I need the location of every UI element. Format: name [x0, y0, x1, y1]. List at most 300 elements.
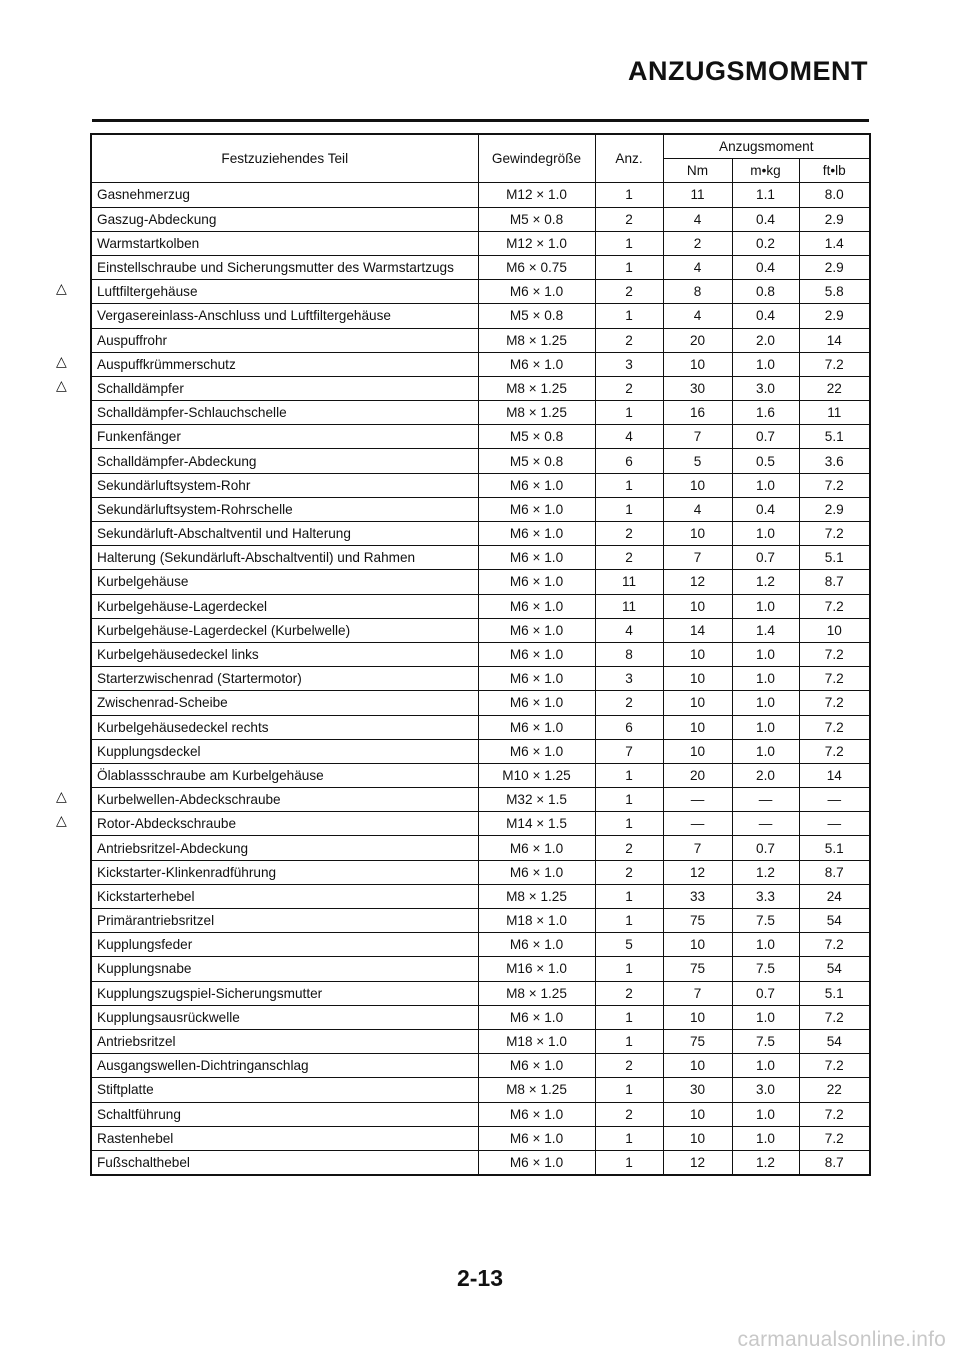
part-cell [91, 836, 478, 860]
part-name: Starterzwischenrad (Startermotor) [97, 671, 302, 687]
part-name: Auspuffrohr [97, 332, 168, 348]
torque-nm-cell: 5 [663, 449, 732, 473]
quantity-cell: 4 [595, 618, 663, 642]
part-cell [91, 618, 478, 642]
torque-mkg-cell: 2.0 [732, 328, 799, 352]
quantity-cell: 6 [595, 449, 663, 473]
torque-nm-cell: — [663, 812, 732, 836]
part-cell [56, 352, 478, 376]
quantity-cell: 2 [595, 376, 663, 400]
torque-ftlb-cell: 54 [799, 1029, 870, 1053]
quantity-cell: 2 [595, 328, 663, 352]
part-cell [91, 570, 478, 594]
part-name: Kupplungsfeder [97, 937, 193, 953]
table-row [91, 836, 870, 860]
quantity-cell: 2 [595, 522, 663, 546]
torque-mkg-cell: 1.1 [732, 183, 799, 207]
torque-nm-cell: 10 [663, 522, 732, 546]
torque-nm-cell: 10 [663, 642, 732, 666]
torque-ftlb-cell: 7.2 [799, 667, 870, 691]
quantity-cell: 1 [595, 812, 663, 836]
torque-mkg-cell: 1.2 [732, 570, 799, 594]
part-cell [91, 425, 478, 449]
quantity-cell: 8 [595, 642, 663, 666]
torque-mkg-cell: 3.0 [732, 376, 799, 400]
part-cell [56, 812, 478, 836]
part-cell [91, 522, 478, 546]
thread-size-cell: M6 × 1.0 [478, 739, 595, 763]
thread-size-cell: M6 × 1.0 [478, 546, 595, 570]
torque-ftlb-cell: 7.2 [799, 691, 870, 715]
torque-ftlb-cell: 7.2 [799, 473, 870, 497]
torque-mkg-cell: 3.0 [732, 1078, 799, 1102]
part-cell [91, 860, 478, 884]
torque-ftlb-cell: 24 [799, 884, 870, 908]
torque-mkg-cell: 3.3 [732, 884, 799, 908]
torque-nm-cell: 10 [663, 1126, 732, 1150]
watermark: carmanualsonline.info [737, 1328, 946, 1351]
part-cell [91, 183, 478, 207]
thread-size-cell: M6 × 1.0 [478, 836, 595, 860]
torque-mkg-cell: 1.0 [732, 594, 799, 618]
thread-size-cell: M6 × 1.0 [478, 618, 595, 642]
page-title: ANZUGSMOMENT [628, 56, 868, 86]
quantity-cell: 1 [595, 1029, 663, 1053]
torque-table-header [91, 134, 870, 183]
torque-nm-cell: 10 [663, 594, 732, 618]
part-cell [91, 1102, 478, 1126]
torque-nm-cell: 20 [663, 763, 732, 787]
table-row [91, 522, 870, 546]
torque-nm-cell: 20 [663, 328, 732, 352]
part-cell [91, 255, 478, 279]
torque-ftlb-cell: 14 [799, 763, 870, 787]
torque-mkg-cell: 0.4 [732, 497, 799, 521]
torque-ftlb-cell: 2.9 [799, 304, 870, 328]
part-cell [91, 715, 478, 739]
thread-size-cell: M6 × 1.0 [478, 473, 595, 497]
thread-size-cell: M10 × 1.25 [478, 763, 595, 787]
part-name: Funkenfänger [97, 429, 181, 445]
torque-ftlb-cell: 5.1 [799, 546, 870, 570]
torque-mkg-cell: 0.7 [732, 546, 799, 570]
part-name: Ausgangswellen-Dichtringanschlag [97, 1058, 309, 1074]
part-cell [91, 1005, 478, 1029]
torque-nm-cell: 30 [663, 1078, 732, 1102]
title-divider [92, 119, 869, 122]
part-cell [56, 788, 478, 812]
torque-nm-cell: 4 [663, 304, 732, 328]
thread-size-cell: M16 × 1.0 [478, 957, 595, 981]
torque-nm-cell: 10 [663, 667, 732, 691]
part-name: Ölablassschraube am Kurbelgehäuse [97, 767, 324, 783]
torque-nm-cell: 10 [663, 933, 732, 957]
part-cell [91, 304, 478, 328]
thread-size-cell: M6 × 1.0 [478, 1054, 595, 1078]
quantity-cell: 4 [595, 425, 663, 449]
thread-size-cell: M6 × 1.0 [478, 642, 595, 666]
torque-nm-cell: 7 [663, 425, 732, 449]
part-cell [91, 1078, 478, 1102]
part-cell [91, 763, 478, 787]
table-row [91, 812, 870, 836]
part-name: Antriebsritzel-Abdeckung [97, 840, 249, 856]
quantity-cell: 2 [595, 1054, 663, 1078]
part-cell [91, 957, 478, 981]
table-row [91, 425, 870, 449]
part-cell [56, 376, 478, 400]
torque-ftlb-cell: 2.9 [799, 207, 870, 231]
part-cell [91, 473, 478, 497]
part-name: Schalldämpfer-Schlauchschelle [97, 405, 287, 421]
thread-size-cell: M5 × 0.8 [478, 425, 595, 449]
quantity-cell: 2 [595, 691, 663, 715]
table-row [91, 884, 870, 908]
torque-nm-cell: 16 [663, 401, 732, 425]
part-cell [91, 739, 478, 763]
torque-ftlb-cell: 7.2 [799, 352, 870, 376]
part-name: Kupplungsnabe [97, 961, 192, 977]
part-name: Schalldämpfer [97, 380, 184, 396]
quantity-cell: 2 [595, 280, 663, 304]
part-name: Kickstarter-Klinkenradführung [97, 864, 277, 880]
torque-ftlb-cell: 7.2 [799, 594, 870, 618]
torque-mkg-cell: 1.0 [732, 522, 799, 546]
torque-nm-cell: 30 [663, 376, 732, 400]
column-header-nm: Nm [663, 159, 732, 183]
part-name: Kurbelwellen-Abdeckschraube [97, 792, 281, 808]
part-name: Sekundärluftsystem-Rohr [97, 477, 251, 493]
torque-nm-cell: 8 [663, 280, 732, 304]
quantity-cell: 1 [595, 788, 663, 812]
part-name: Sekundärluftsystem-Rohrschelle [97, 501, 293, 517]
torque-table-body [56, 183, 870, 1175]
warning-triangle-icon: △ [56, 788, 67, 805]
torque-ftlb-cell: 2.9 [799, 255, 870, 279]
torque-mkg-cell: 1.0 [732, 933, 799, 957]
torque-mkg-cell: 1.0 [732, 352, 799, 376]
torque-ftlb-cell: — [799, 812, 870, 836]
torque-ftlb-cell: 7.2 [799, 933, 870, 957]
quantity-cell: 1 [595, 183, 663, 207]
torque-ftlb-cell: 7.2 [799, 715, 870, 739]
quantity-cell: 3 [595, 667, 663, 691]
table-row [91, 1078, 870, 1102]
thread-size-cell: M6 × 1.0 [478, 860, 595, 884]
thread-size-cell: M6 × 1.0 [478, 1005, 595, 1029]
table-row [91, 1005, 870, 1029]
torque-mkg-cell: 0.4 [732, 255, 799, 279]
thread-size-cell: M6 × 1.0 [478, 594, 595, 618]
part-name: Kickstarterhebel [97, 888, 195, 904]
torque-mkg-cell: 1.2 [732, 1150, 799, 1175]
table-row [91, 715, 870, 739]
thread-size-cell: M8 × 1.25 [478, 376, 595, 400]
part-cell [91, 449, 478, 473]
quantity-cell: 11 [595, 594, 663, 618]
torque-nm-cell: 11 [663, 183, 732, 207]
torque-nm-cell: 4 [663, 207, 732, 231]
part-name: Antriebsritzel [97, 1034, 176, 1050]
table-row [91, 280, 870, 304]
part-name: Halterung (Sekundärluft-Abschaltventil) und Rahmen [97, 550, 416, 566]
table-row [91, 788, 870, 812]
torque-ftlb-cell: 22 [799, 376, 870, 400]
column-header-thread: Gewindegröße [478, 134, 595, 183]
torque-ftlb-cell: 2.9 [799, 497, 870, 521]
table-row [91, 739, 870, 763]
torque-nm-cell: 10 [663, 1102, 732, 1126]
table-row [91, 376, 870, 400]
part-cell [91, 497, 478, 521]
torque-mkg-cell: 0.5 [732, 449, 799, 473]
part-name: Stiftplatte [97, 1082, 154, 1098]
torque-ftlb-cell: 1.4 [799, 231, 870, 255]
torque-ftlb-cell: 3.6 [799, 449, 870, 473]
table-row [91, 1126, 870, 1150]
torque-ftlb-cell: 54 [799, 909, 870, 933]
thread-size-cell: M5 × 0.8 [478, 304, 595, 328]
table-row [91, 933, 870, 957]
part-name: Zwischenrad-Scheibe [97, 695, 228, 711]
quantity-cell: 11 [595, 570, 663, 594]
thread-size-cell: M6 × 1.0 [478, 280, 595, 304]
torque-nm-cell: 14 [663, 618, 732, 642]
torque-ftlb-cell: 11 [799, 401, 870, 425]
table-row [91, 449, 870, 473]
quantity-cell: 2 [595, 836, 663, 860]
part-name: Sekundärluft-Abschaltventil und Halterung [97, 526, 351, 542]
torque-nm-cell: 10 [663, 352, 732, 376]
torque-ftlb-cell: 5.1 [799, 981, 870, 1005]
torque-nm-cell: 7 [663, 836, 732, 860]
torque-nm-cell: 10 [663, 715, 732, 739]
thread-size-cell: M6 × 1.0 [478, 691, 595, 715]
part-cell [91, 981, 478, 1005]
torque-ftlb-cell: 5.1 [799, 425, 870, 449]
part-name: Kurbelgehäusedeckel rechts [97, 719, 269, 735]
torque-mkg-cell: 1.2 [732, 860, 799, 884]
part-cell [91, 909, 478, 933]
part-cell [91, 642, 478, 666]
table-row [91, 618, 870, 642]
quantity-cell: 7 [595, 739, 663, 763]
part-cell [56, 280, 478, 304]
torque-nm-cell: 7 [663, 546, 732, 570]
table-row [91, 570, 870, 594]
part-cell [91, 884, 478, 908]
torque-mkg-cell: 1.0 [732, 1054, 799, 1078]
quantity-cell: 2 [595, 207, 663, 231]
torque-mkg-cell: 1.0 [732, 1102, 799, 1126]
torque-table [56, 133, 871, 1176]
torque-nm-cell: 75 [663, 909, 732, 933]
torque-nm-cell: 10 [663, 1054, 732, 1078]
thread-size-cell: M6 × 1.0 [478, 1102, 595, 1126]
page-number: 2-13 [456, 1265, 504, 1291]
torque-mkg-cell: 7.5 [732, 957, 799, 981]
table-row [91, 909, 870, 933]
torque-nm-cell: 7 [663, 981, 732, 1005]
part-cell [91, 207, 478, 231]
part-name: Kurbelgehäusedeckel links [97, 647, 259, 663]
table-row [91, 304, 870, 328]
part-name: Rastenhebel [97, 1130, 174, 1146]
quantity-cell: 6 [595, 715, 663, 739]
torque-ftlb-cell: — [799, 788, 870, 812]
torque-mkg-cell: 1.4 [732, 618, 799, 642]
part-name: Rotor-Abdeckschraube [97, 816, 237, 832]
part-name: Kurbelgehäuse-Lagerdeckel (Kurbelwelle) [97, 622, 351, 638]
table-row [91, 860, 870, 884]
quantity-cell: 1 [595, 884, 663, 908]
part-name: Primärantriebsritzel [97, 913, 215, 929]
part-cell [91, 401, 478, 425]
table-row [91, 497, 870, 521]
torque-mkg-cell: 0.7 [732, 425, 799, 449]
table-row [91, 1054, 870, 1078]
thread-size-cell: M18 × 1.0 [478, 1029, 595, 1053]
quantity-cell: 1 [595, 909, 663, 933]
torque-nm-cell: 12 [663, 1150, 732, 1175]
part-name: Gaszug-Abdeckung [97, 211, 217, 227]
warning-triangle-icon: △ [56, 812, 67, 829]
column-header-mkg: m•kg [732, 159, 799, 183]
thread-size-cell: M6 × 1.0 [478, 715, 595, 739]
torque-mkg-cell: 7.5 [732, 909, 799, 933]
torque-ftlb-cell: 5.8 [799, 280, 870, 304]
quantity-cell: 3 [595, 352, 663, 376]
warning-triangle-icon: △ [56, 280, 67, 297]
thread-size-cell: M6 × 1.0 [478, 497, 595, 521]
torque-ftlb-cell: 7.2 [799, 642, 870, 666]
quantity-cell: 1 [595, 957, 663, 981]
torque-ftlb-cell: 8.7 [799, 570, 870, 594]
torque-ftlb-cell: 7.2 [799, 1126, 870, 1150]
quantity-cell: 2 [595, 860, 663, 884]
torque-ftlb-cell: 22 [799, 1078, 870, 1102]
thread-size-cell: M5 × 0.8 [478, 449, 595, 473]
torque-mkg-cell: — [732, 812, 799, 836]
thread-size-cell: M6 × 1.0 [478, 1150, 595, 1175]
column-header-torque: Anzugsmoment [663, 134, 870, 159]
torque-ftlb-cell: 5.1 [799, 836, 870, 860]
quantity-cell: 1 [595, 1150, 663, 1175]
thread-size-cell: M32 × 1.5 [478, 788, 595, 812]
table-row [91, 1102, 870, 1126]
thread-size-cell: M8 × 1.25 [478, 1078, 595, 1102]
torque-nm-cell: 10 [663, 691, 732, 715]
thread-size-cell: M6 × 1.0 [478, 522, 595, 546]
torque-mkg-cell: 1.0 [732, 739, 799, 763]
torque-nm-cell: 2 [663, 231, 732, 255]
quantity-cell: 1 [595, 763, 663, 787]
torque-ftlb-cell: 7.2 [799, 1005, 870, 1029]
table-row [91, 981, 870, 1005]
torque-mkg-cell: 7.5 [732, 1029, 799, 1053]
quantity-cell: 1 [595, 304, 663, 328]
torque-ftlb-cell: 54 [799, 957, 870, 981]
column-header-qty: Anz. [595, 134, 663, 183]
torque-mkg-cell: — [732, 788, 799, 812]
torque-nm-cell: 75 [663, 1029, 732, 1053]
torque-ftlb-cell: 7.2 [799, 522, 870, 546]
thread-size-cell: M18 × 1.0 [478, 909, 595, 933]
table-row [91, 691, 870, 715]
thread-size-cell: M14 × 1.5 [478, 812, 595, 836]
table-row [91, 473, 870, 497]
table-row [91, 207, 870, 231]
thread-size-cell: M5 × 0.8 [478, 207, 595, 231]
table-row [91, 642, 870, 666]
quantity-cell: 2 [595, 546, 663, 570]
part-name: Kupplungsausrückwelle [97, 1009, 240, 1025]
table-row [91, 255, 870, 279]
quantity-cell: 2 [595, 981, 663, 1005]
torque-mkg-cell: 1.0 [732, 667, 799, 691]
thread-size-cell: M8 × 1.25 [478, 328, 595, 352]
thread-size-cell: M8 × 1.25 [478, 884, 595, 908]
torque-mkg-cell: 1.6 [732, 401, 799, 425]
warning-triangle-icon: △ [56, 376, 67, 393]
table-row [91, 183, 870, 207]
torque-mkg-cell: 2.0 [732, 763, 799, 787]
table-row [91, 328, 870, 352]
table-row [91, 546, 870, 570]
torque-nm-cell: 33 [663, 884, 732, 908]
quantity-cell: 1 [595, 255, 663, 279]
table-row [91, 594, 870, 618]
part-name: Auspuffkrümmerschutz [97, 356, 236, 372]
table-row [91, 401, 870, 425]
warning-triangle-icon: △ [56, 352, 67, 369]
table-row [91, 957, 870, 981]
table-row [91, 763, 870, 787]
torque-mkg-cell: 0.7 [732, 836, 799, 860]
torque-mkg-cell: 0.7 [732, 981, 799, 1005]
torque-mkg-cell: 1.0 [732, 691, 799, 715]
part-name: Kurbelgehäuse-Lagerdeckel [97, 598, 268, 614]
column-header-ftlb: ft•lb [799, 159, 870, 183]
part-name: Schalldämpfer-Abdeckung [97, 453, 257, 469]
thread-size-cell: M6 × 1.0 [478, 352, 595, 376]
torque-ftlb-cell: 8.7 [799, 1150, 870, 1175]
torque-nm-cell: 4 [663, 497, 732, 521]
table-row [91, 352, 870, 376]
torque-nm-cell: — [663, 788, 732, 812]
thread-size-cell: M6 × 0.75 [478, 255, 595, 279]
thread-size-cell: M6 × 1.0 [478, 667, 595, 691]
quantity-cell: 1 [595, 497, 663, 521]
quantity-cell: 5 [595, 933, 663, 957]
torque-mkg-cell: 0.2 [732, 231, 799, 255]
quantity-cell: 1 [595, 473, 663, 497]
torque-ftlb-cell: 14 [799, 328, 870, 352]
table-row [91, 1150, 870, 1175]
table-row [91, 667, 870, 691]
thread-size-cell: M8 × 1.25 [478, 401, 595, 425]
part-cell [91, 546, 478, 570]
torque-ftlb-cell: 10 [799, 618, 870, 642]
quantity-cell: 1 [595, 231, 663, 255]
part-name: Kupplungszugspiel-Sicherungsmutter [97, 985, 323, 1001]
torque-nm-cell: 4 [663, 255, 732, 279]
torque-ftlb-cell: 7.2 [799, 1102, 870, 1126]
thread-size-cell: M6 × 1.0 [478, 933, 595, 957]
part-cell [91, 1054, 478, 1078]
part-name: Einstellschraube und Sicherungsmutter des Warmstartzugs [97, 260, 454, 276]
part-cell [91, 1126, 478, 1150]
